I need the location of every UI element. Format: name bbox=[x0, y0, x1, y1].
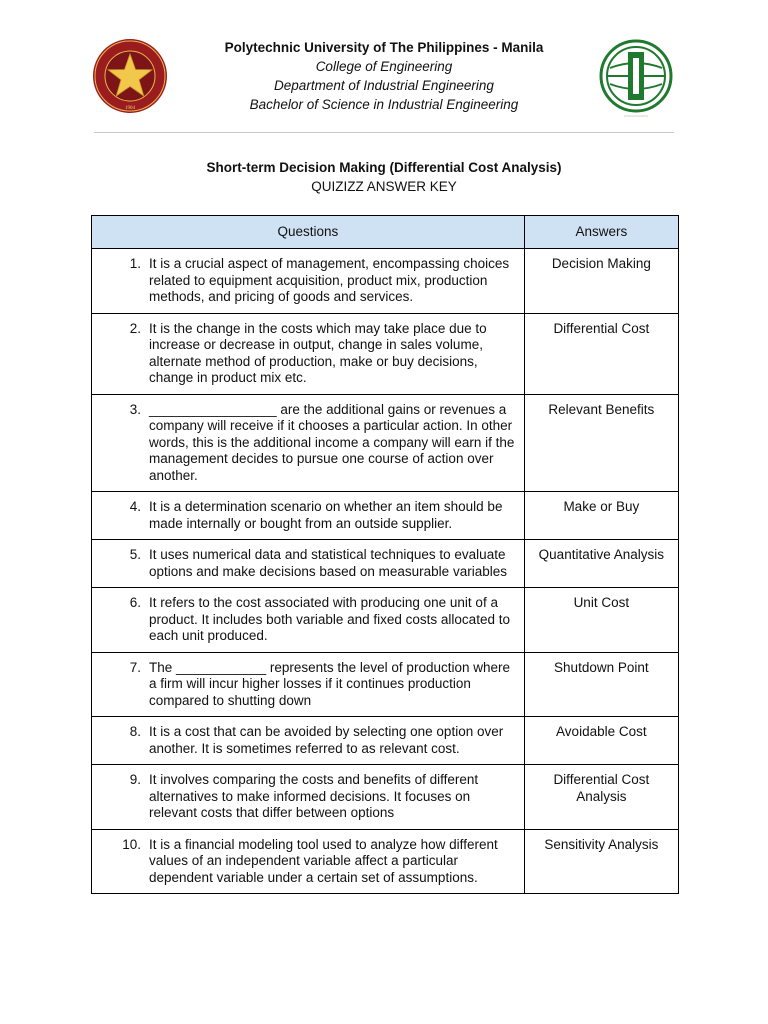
answer-cell: Quantitative Analysis bbox=[524, 540, 678, 588]
question-number: 6 . bbox=[92, 595, 143, 645]
question-cell bbox=[92, 652, 525, 717]
question-cell bbox=[92, 588, 525, 653]
table-row bbox=[92, 249, 679, 314]
question-cell bbox=[92, 829, 525, 894]
table-row bbox=[92, 394, 679, 492]
document-subtitle: QUIZIZZ ANSWER KEY bbox=[311, 179, 457, 194]
question-number: 8 . bbox=[92, 724, 143, 757]
questions-header: Questions bbox=[92, 216, 525, 249]
question-cell bbox=[92, 394, 525, 492]
table-row bbox=[92, 313, 679, 394]
answer-cell: Differential Cost bbox=[524, 313, 678, 394]
question-number: 3 . bbox=[92, 402, 143, 485]
question-number: 4 . bbox=[92, 499, 143, 532]
question-text: It is a financial modeling tool used to analyze how different values of an independent variable affect a particular dependent variable under a certain set of assumptions. bbox=[149, 836, 498, 885]
answer-cell: Differential Cost Analysis bbox=[524, 765, 678, 830]
question-number: 5 . bbox=[92, 547, 143, 580]
table-row bbox=[92, 588, 679, 653]
answer-cell: Shutdown Point bbox=[524, 652, 678, 717]
department-seal-logo bbox=[598, 38, 674, 118]
college-name: College of Engineering bbox=[315, 59, 453, 74]
university-name: Polytechnic University of The Philippines - Manila bbox=[224, 40, 544, 55]
table-row bbox=[92, 717, 679, 765]
question-text: It is the change in the costs which may take place due to increase or decrease in output, change in sales volume, alternate method of production, make or buy decisions, change in product mix etc. bbox=[149, 320, 487, 385]
question-text: The ____________ represents the level of production where a firm will incur higher losses if it continues production compared to shutting down bbox=[149, 659, 510, 708]
question-text: It is a determination scenario on whether an item should be made internally or bought from an outside supplier. bbox=[149, 499, 503, 531]
question-number: 2 . bbox=[92, 321, 143, 387]
question-number: 1 . bbox=[92, 256, 143, 306]
question-text: It involves comparing the costs and benefits of different alternatives to make informed decisions. It focuses on relevant costs that differ between options bbox=[149, 772, 479, 820]
question-text: _________________ are the additional gains or revenues a company will receive if it chooses a particular action. In other words, this is the additional income a company will earn if the management decides to pursue one course of action over another. bbox=[149, 401, 515, 483]
answer-cell: Unit Cost bbox=[524, 588, 678, 653]
question-number: 7 . bbox=[92, 660, 143, 710]
table-body bbox=[92, 249, 679, 894]
question-text: It is a cost that can be avoided by selecting one option over another. It is sometimes referred to as relevant cost. bbox=[149, 724, 504, 756]
department-name: Department of Industrial Engineering bbox=[274, 78, 494, 93]
answer-cell: Decision Making bbox=[524, 249, 678, 314]
question-text: It is a crucial aspect of management, encompassing choices related to equipment acquisition, product mix, production methods, and pricing of goods and services. bbox=[149, 256, 510, 304]
table-row bbox=[92, 765, 679, 830]
answer-cell: Avoidable Cost bbox=[524, 717, 678, 765]
seal-year: 1904 bbox=[125, 106, 135, 111]
question-cell bbox=[92, 765, 525, 830]
answer-cell: Make or Buy bbox=[524, 492, 678, 540]
question-cell bbox=[92, 313, 525, 394]
document-title-block bbox=[0, 158, 768, 196]
table-row bbox=[92, 492, 679, 540]
question-number: 9 . bbox=[92, 772, 143, 822]
question-cell bbox=[92, 249, 525, 314]
table-row bbox=[92, 540, 679, 588]
question-cell bbox=[92, 717, 525, 765]
table-row bbox=[92, 829, 679, 894]
answer-cell: Sensitivity Analysis bbox=[524, 829, 678, 894]
question-cell bbox=[92, 540, 525, 588]
table-header-row bbox=[92, 216, 679, 249]
header-divider bbox=[94, 132, 674, 133]
answer-key-table bbox=[91, 215, 679, 894]
answers-header: Answers bbox=[524, 216, 678, 249]
document-title: Short-term Decision Making (Differential Cost Analysis) bbox=[206, 160, 562, 175]
question-text: It uses numerical data and statistical techniques to evaluate options and make decisions based on measurable variables bbox=[149, 547, 507, 579]
answer-cell: Relevant Benefits bbox=[524, 394, 678, 492]
program-name: Bachelor of Science in Industrial Engineering bbox=[249, 97, 519, 112]
question-cell bbox=[92, 492, 525, 540]
question-text: It refers to the cost associated with producing one unit of a product. It includes both variable and fixed costs allocated to each unit produced. bbox=[149, 595, 510, 643]
question-number: 10 . bbox=[92, 837, 143, 887]
table-row bbox=[92, 652, 679, 717]
